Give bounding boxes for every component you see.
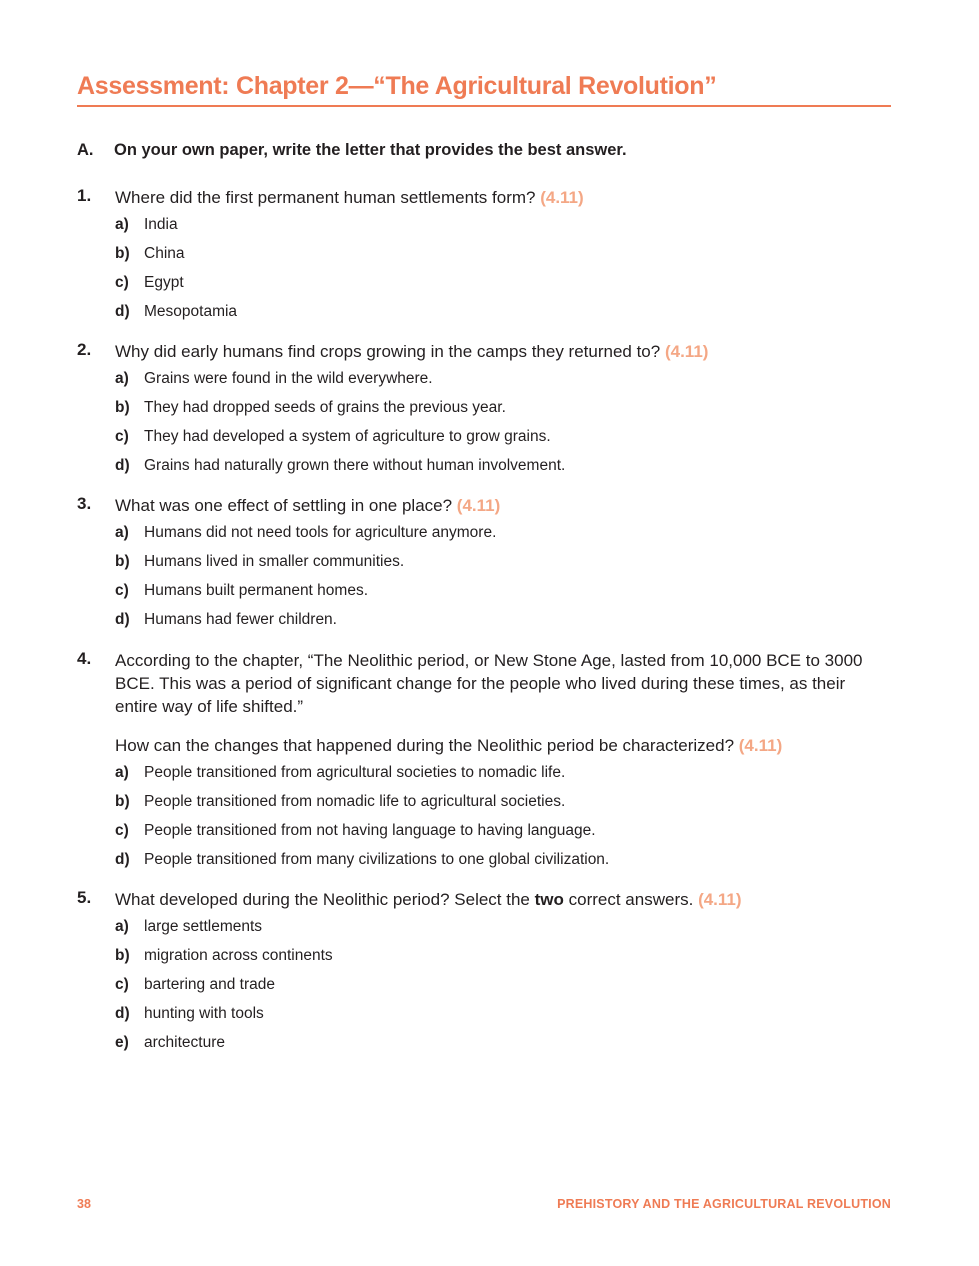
option-letter: a) bbox=[115, 370, 129, 387]
option-letter: a) bbox=[115, 764, 129, 781]
option-letter: d) bbox=[115, 457, 130, 474]
option-text: Egypt bbox=[144, 274, 184, 291]
question-3 bbox=[77, 494, 891, 638]
option-text: architecture bbox=[144, 1034, 225, 1051]
section-instruction bbox=[77, 141, 891, 160]
option bbox=[115, 916, 891, 945]
title-divider bbox=[77, 105, 891, 107]
question-text: How can the changes that happened during the Neolithic period be characterized? bbox=[115, 736, 735, 755]
option-letter: c) bbox=[115, 822, 129, 839]
question-stem bbox=[115, 494, 891, 517]
question-text: Where did the first permanent human settlements form? bbox=[115, 188, 536, 207]
option-letter: b) bbox=[115, 245, 130, 262]
options-list bbox=[115, 916, 891, 1061]
question-text: What was one effect of settling in one place? bbox=[115, 496, 453, 515]
option bbox=[115, 1003, 891, 1032]
option bbox=[115, 455, 891, 484]
question-number: 2. bbox=[77, 340, 92, 359]
standard-tag: (4.11) bbox=[456, 496, 501, 515]
option bbox=[115, 214, 891, 243]
option-letter: d) bbox=[115, 303, 130, 320]
option-letter: b) bbox=[115, 947, 130, 964]
option bbox=[115, 368, 891, 397]
option-letter: e) bbox=[115, 1034, 129, 1051]
options-list bbox=[115, 214, 891, 330]
option-letter: d) bbox=[115, 611, 130, 628]
option bbox=[115, 397, 891, 426]
question-text: What developed during the Neolithic period? Select the bbox=[115, 890, 530, 909]
question-number: 1. bbox=[77, 186, 92, 205]
question-4 bbox=[77, 649, 891, 878]
option-letter: c) bbox=[115, 582, 129, 599]
option-text: People transitioned from nomadic life to agricultural societies. bbox=[144, 793, 566, 810]
option-text: Mesopotamia bbox=[144, 303, 238, 320]
option-text: They had developed a system of agriculture to grow grains. bbox=[144, 428, 551, 445]
question-stem bbox=[115, 186, 891, 209]
option-letter: a) bbox=[115, 216, 129, 233]
standard-tag: (4.11) bbox=[698, 890, 742, 909]
option-text: Grains were found in the wild everywhere. bbox=[144, 370, 433, 387]
option bbox=[115, 272, 891, 301]
option-text: China bbox=[144, 245, 185, 262]
question-number: 4. bbox=[77, 649, 92, 668]
option bbox=[115, 820, 891, 849]
section-text: On your own paper, write the letter that provides the best answer. bbox=[114, 141, 627, 159]
question-stem bbox=[115, 888, 891, 911]
option-letter: c) bbox=[115, 976, 129, 993]
option bbox=[115, 243, 891, 272]
question-stem bbox=[115, 340, 891, 363]
option-letter: b) bbox=[115, 553, 130, 570]
section-letter: A. bbox=[77, 141, 94, 159]
option-text: They had dropped seeds of grains the previous year. bbox=[144, 399, 506, 416]
question-number: 5. bbox=[77, 888, 92, 907]
question-quote: According to the chapter, “The Neolithic period, or New Stone Age, lasted from 10,000 BCE to 3000 BCE. This was a period of significant change for the people who lived during these times, as their entire way of life shifted.” bbox=[115, 651, 863, 716]
question-text-end: correct answers. bbox=[568, 890, 694, 909]
page-title: Assessment: Chapter 2—“The Agricultural Revolution” bbox=[77, 72, 717, 100]
option-letter: b) bbox=[115, 793, 130, 810]
question-stem bbox=[115, 734, 891, 757]
options-list bbox=[115, 368, 891, 484]
question-emphasis: two bbox=[534, 890, 564, 909]
option bbox=[115, 301, 891, 330]
option-text: Humans did not need tools for agriculture anymore. bbox=[144, 524, 497, 541]
standard-tag: (4.11) bbox=[664, 342, 709, 361]
option-text: India bbox=[144, 216, 178, 233]
question-5 bbox=[77, 888, 891, 1061]
option-letter: c) bbox=[115, 274, 129, 291]
option bbox=[115, 945, 891, 974]
question-1 bbox=[77, 186, 891, 330]
option-text: People transitioned from many civilizations to one global civilization. bbox=[144, 851, 610, 868]
option-text: People transitioned from agricultural societies to nomadic life. bbox=[144, 764, 566, 781]
option-text: hunting with tools bbox=[144, 1005, 264, 1022]
option-text: bartering and trade bbox=[144, 976, 275, 993]
option bbox=[115, 849, 891, 878]
question-number: 3. bbox=[77, 494, 92, 513]
page-number: 38 bbox=[77, 1197, 91, 1211]
option-text: Humans had fewer children. bbox=[144, 611, 337, 628]
question-2 bbox=[77, 340, 891, 484]
option bbox=[115, 791, 891, 820]
option-letter: a) bbox=[115, 524, 129, 541]
option-letter: b) bbox=[115, 399, 130, 416]
option-text: migration across continents bbox=[144, 947, 333, 964]
option-letter: c) bbox=[115, 428, 129, 445]
option-text: Humans built permanent homes. bbox=[144, 582, 369, 599]
option-text: large settlements bbox=[144, 918, 263, 935]
option bbox=[115, 426, 891, 455]
running-footer-title: PREHISTORY AND THE AGRICULTURAL REVOLUTION bbox=[557, 1197, 891, 1211]
option-text: Grains had naturally grown there without human involvement. bbox=[144, 457, 566, 474]
option bbox=[115, 974, 891, 1003]
option bbox=[115, 522, 891, 551]
option-text: Humans lived in smaller communities. bbox=[144, 553, 405, 570]
standard-tag: (4.11) bbox=[738, 736, 783, 755]
option bbox=[115, 762, 891, 791]
options-list bbox=[115, 522, 891, 638]
options-list bbox=[115, 762, 891, 878]
option-text: People transitioned from not having language to having language. bbox=[144, 822, 596, 839]
option-letter: d) bbox=[115, 1005, 130, 1022]
option bbox=[115, 580, 891, 609]
option bbox=[115, 1032, 891, 1061]
option-letter: d) bbox=[115, 851, 130, 868]
option bbox=[115, 551, 891, 580]
option bbox=[115, 609, 891, 638]
standard-tag: (4.11) bbox=[540, 188, 584, 207]
question-text: Why did early humans find crops growing in the camps they returned to? bbox=[115, 342, 661, 361]
option-letter: a) bbox=[115, 918, 129, 935]
